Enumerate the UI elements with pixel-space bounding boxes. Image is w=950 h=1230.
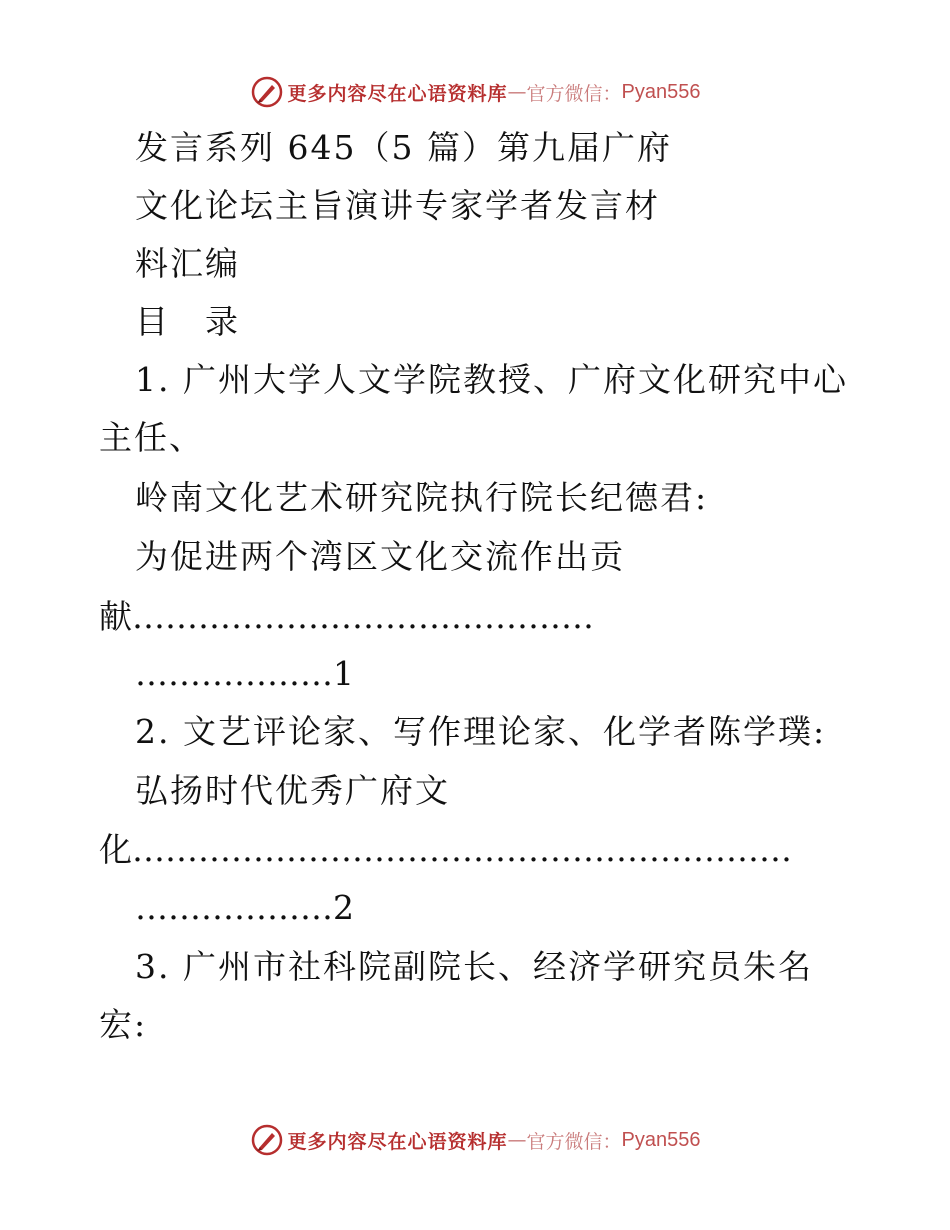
toc-entry-1-line-3: 岭南文化艺术研究院执行院长纪德君: [135,478,709,517]
toc-entry-1-page: ………………1 [135,654,354,693]
banner-dash: — [507,1129,527,1151]
toc-entry-1-line-5: 献…………………………………… [99,597,594,636]
toc-entry-3-line-2: 宏: [99,1005,148,1044]
doc-title-line-3: 料汇编 [135,244,240,283]
banner-wechat-label: 官方微信： [526,82,622,105]
banner-dash: — [507,81,527,103]
pen-logo-icon [250,75,284,109]
toc-heading: 目 录 [135,302,240,341]
pen-logo-icon [250,1123,284,1157]
banner-text: 更多内容尽在心语资料库 [287,82,508,105]
toc-entry-2-line-2: 弘扬时代优秀广府文 [135,771,450,810]
banner-wechat-id: Pyan556 [621,1128,701,1151]
toc-entry-2-line-3: 化…………………………………………………… [99,830,792,869]
banner-text: 更多内容尽在心语资料库 [287,1130,508,1153]
toc-entry-1-line-2: 主任、 [99,418,204,457]
banner-wechat-id: Pyan556 [621,80,701,103]
header-watermark-banner [0,70,950,114]
toc-entry-1-line-4: 为促进两个湾区文化交流作出贡 [135,537,625,576]
doc-title-line-2: 文化论坛主旨演讲专家学者发言材 [135,186,660,225]
footer-watermark-banner [0,1118,950,1162]
toc-entry-1-line-1: 1. 广州大学人文学院教授、广府文化研究中心 [135,360,848,399]
toc-entry-2-line-1: 2. 文艺评论家、写作理论家、化学者陈学璞: [135,712,827,751]
banner-wechat-label: 官方微信： [526,1130,622,1153]
toc-entry-3-line-1: 3. 广州市社科院副院长、经济学研究员朱名 [135,947,813,986]
toc-entry-2-page: ………………2 [135,888,354,927]
doc-title-line-1: 发言系列 645（5 篇）第九届广府 [135,128,672,167]
